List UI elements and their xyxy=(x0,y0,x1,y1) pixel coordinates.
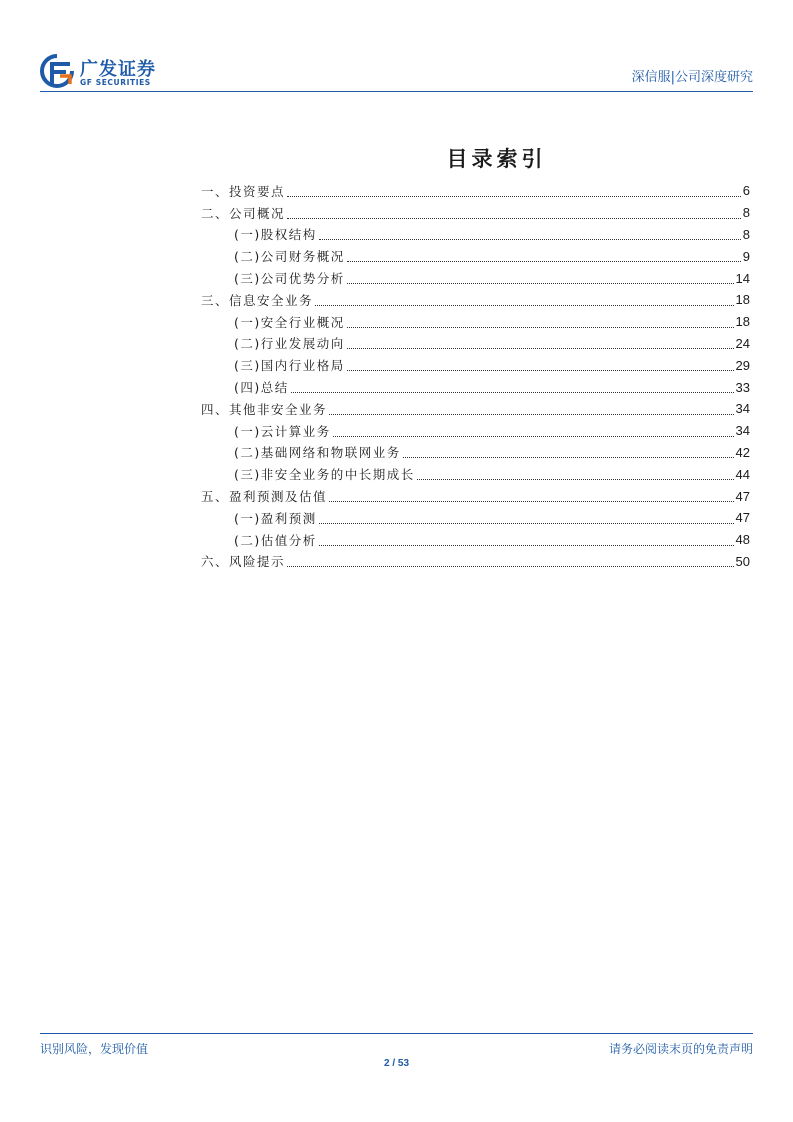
toc-leader-dots xyxy=(347,369,734,371)
toc-entry-page: 34 xyxy=(735,423,750,439)
toc-entry[interactable] xyxy=(201,485,750,507)
toc-entry-label: (二)基础网络和物联网业务 xyxy=(234,445,401,461)
toc-entry-page: 18 xyxy=(735,314,750,330)
toc-entry[interactable] xyxy=(201,180,750,202)
toc-entry[interactable] xyxy=(201,311,750,333)
toc-entry-page: 48 xyxy=(735,532,750,548)
toc-entry-label: (一)云计算业务 xyxy=(234,423,331,439)
toc-entry[interactable] xyxy=(201,463,750,485)
toc-leader-dots xyxy=(315,304,734,306)
report-type-label: 深信服|公司深度研究 xyxy=(631,70,753,85)
logo-chinese-name: 广发证券 xyxy=(80,59,156,80)
toc-leader-dots xyxy=(329,413,734,415)
toc-entry-page: 47 xyxy=(735,510,750,526)
gf-logo-icon xyxy=(40,54,74,88)
toc-entry[interactable] xyxy=(201,442,750,464)
toc-entry[interactable] xyxy=(201,224,750,246)
toc-entry-label: (二)公司财务概况 xyxy=(234,249,345,265)
toc-entry-page: 50 xyxy=(735,553,750,569)
toc-entry-page: 18 xyxy=(735,292,750,308)
toc-entry-label: (四)总结 xyxy=(234,380,289,396)
table-of-contents xyxy=(201,180,750,572)
footer-divider xyxy=(40,1033,753,1034)
page-number: 2 / 53 xyxy=(383,1058,410,1069)
toc-entry[interactable] xyxy=(201,333,750,355)
toc-entry-page: 8 xyxy=(742,205,750,221)
toc-leader-dots xyxy=(347,326,734,328)
toc-entry-label: (一)安全行业概况 xyxy=(234,314,345,330)
toc-entry-page: 24 xyxy=(735,335,750,351)
toc-entry[interactable] xyxy=(201,289,750,311)
toc-leader-dots xyxy=(291,391,734,393)
footer-slogan: 识别风险，发现价值 xyxy=(40,1042,149,1056)
toc-entry-label: (二)行业发展动向 xyxy=(234,336,345,352)
toc-leader-dots xyxy=(347,347,734,349)
toc-entry[interactable] xyxy=(201,529,750,551)
toc-entry-label: 六、风险提示 xyxy=(201,554,286,570)
toc-entry-label: (一)盈利预测 xyxy=(234,510,317,526)
toc-leader-dots xyxy=(319,238,741,240)
toc-leader-dots xyxy=(417,478,734,480)
toc-entry-label: (二)估值分析 xyxy=(234,532,317,548)
toc-entry-label: 三、信息安全业务 xyxy=(201,292,314,308)
page-header xyxy=(40,52,753,92)
toc-leader-dots xyxy=(319,544,734,546)
toc-entry-page: 9 xyxy=(742,248,750,264)
footer-disclaimer: 请务必阅读末页的免责声明 xyxy=(608,1042,753,1056)
toc-entry-page: 29 xyxy=(735,357,750,373)
toc-entry[interactable] xyxy=(201,245,750,267)
toc-entry[interactable] xyxy=(201,376,750,398)
toc-leader-dots xyxy=(287,217,741,219)
toc-entry-page: 34 xyxy=(735,401,750,417)
toc-entry-label: (三)非安全业务的中长期成长 xyxy=(234,467,415,483)
toc-entry-label: (三)公司优势分析 xyxy=(234,271,345,287)
toc-entry[interactable] xyxy=(201,551,750,573)
logo-english-name: GF SECURITIES xyxy=(80,78,151,87)
toc-leader-dots xyxy=(333,435,734,437)
toc-title: 目录索引 xyxy=(446,147,547,171)
toc-leader-dots xyxy=(329,500,734,502)
toc-entry-label: (三)国内行业格局 xyxy=(234,358,345,374)
toc-entry-page: 42 xyxy=(735,444,750,460)
toc-leader-dots xyxy=(287,565,734,567)
toc-entry[interactable] xyxy=(201,420,750,442)
toc-entry[interactable] xyxy=(201,202,750,224)
toc-entry[interactable] xyxy=(201,267,750,289)
toc-entry-label: 一、投资要点 xyxy=(201,183,286,199)
toc-leader-dots xyxy=(319,522,734,524)
toc-entry-page: 8 xyxy=(742,226,750,242)
toc-entry-label: 四、其他非安全业务 xyxy=(201,401,328,417)
toc-entry-page: 6 xyxy=(742,183,750,199)
toc-entry[interactable] xyxy=(201,354,750,376)
toc-entry[interactable] xyxy=(201,507,750,529)
toc-entry-label: 五、盈利预测及估值 xyxy=(201,489,328,505)
toc-leader-dots xyxy=(403,456,734,458)
toc-entry-page: 14 xyxy=(735,270,750,286)
toc-entry[interactable] xyxy=(201,398,750,420)
toc-entry-page: 47 xyxy=(735,488,750,504)
toc-entry-label: 二、公司概况 xyxy=(201,205,286,221)
toc-leader-dots xyxy=(347,260,741,262)
header-divider xyxy=(40,91,753,92)
toc-leader-dots xyxy=(347,282,734,284)
toc-entry-label: (一)股权结构 xyxy=(234,227,317,243)
toc-entry-page: 44 xyxy=(735,466,750,482)
toc-leader-dots xyxy=(287,195,741,197)
toc-entry-page: 33 xyxy=(735,379,750,395)
